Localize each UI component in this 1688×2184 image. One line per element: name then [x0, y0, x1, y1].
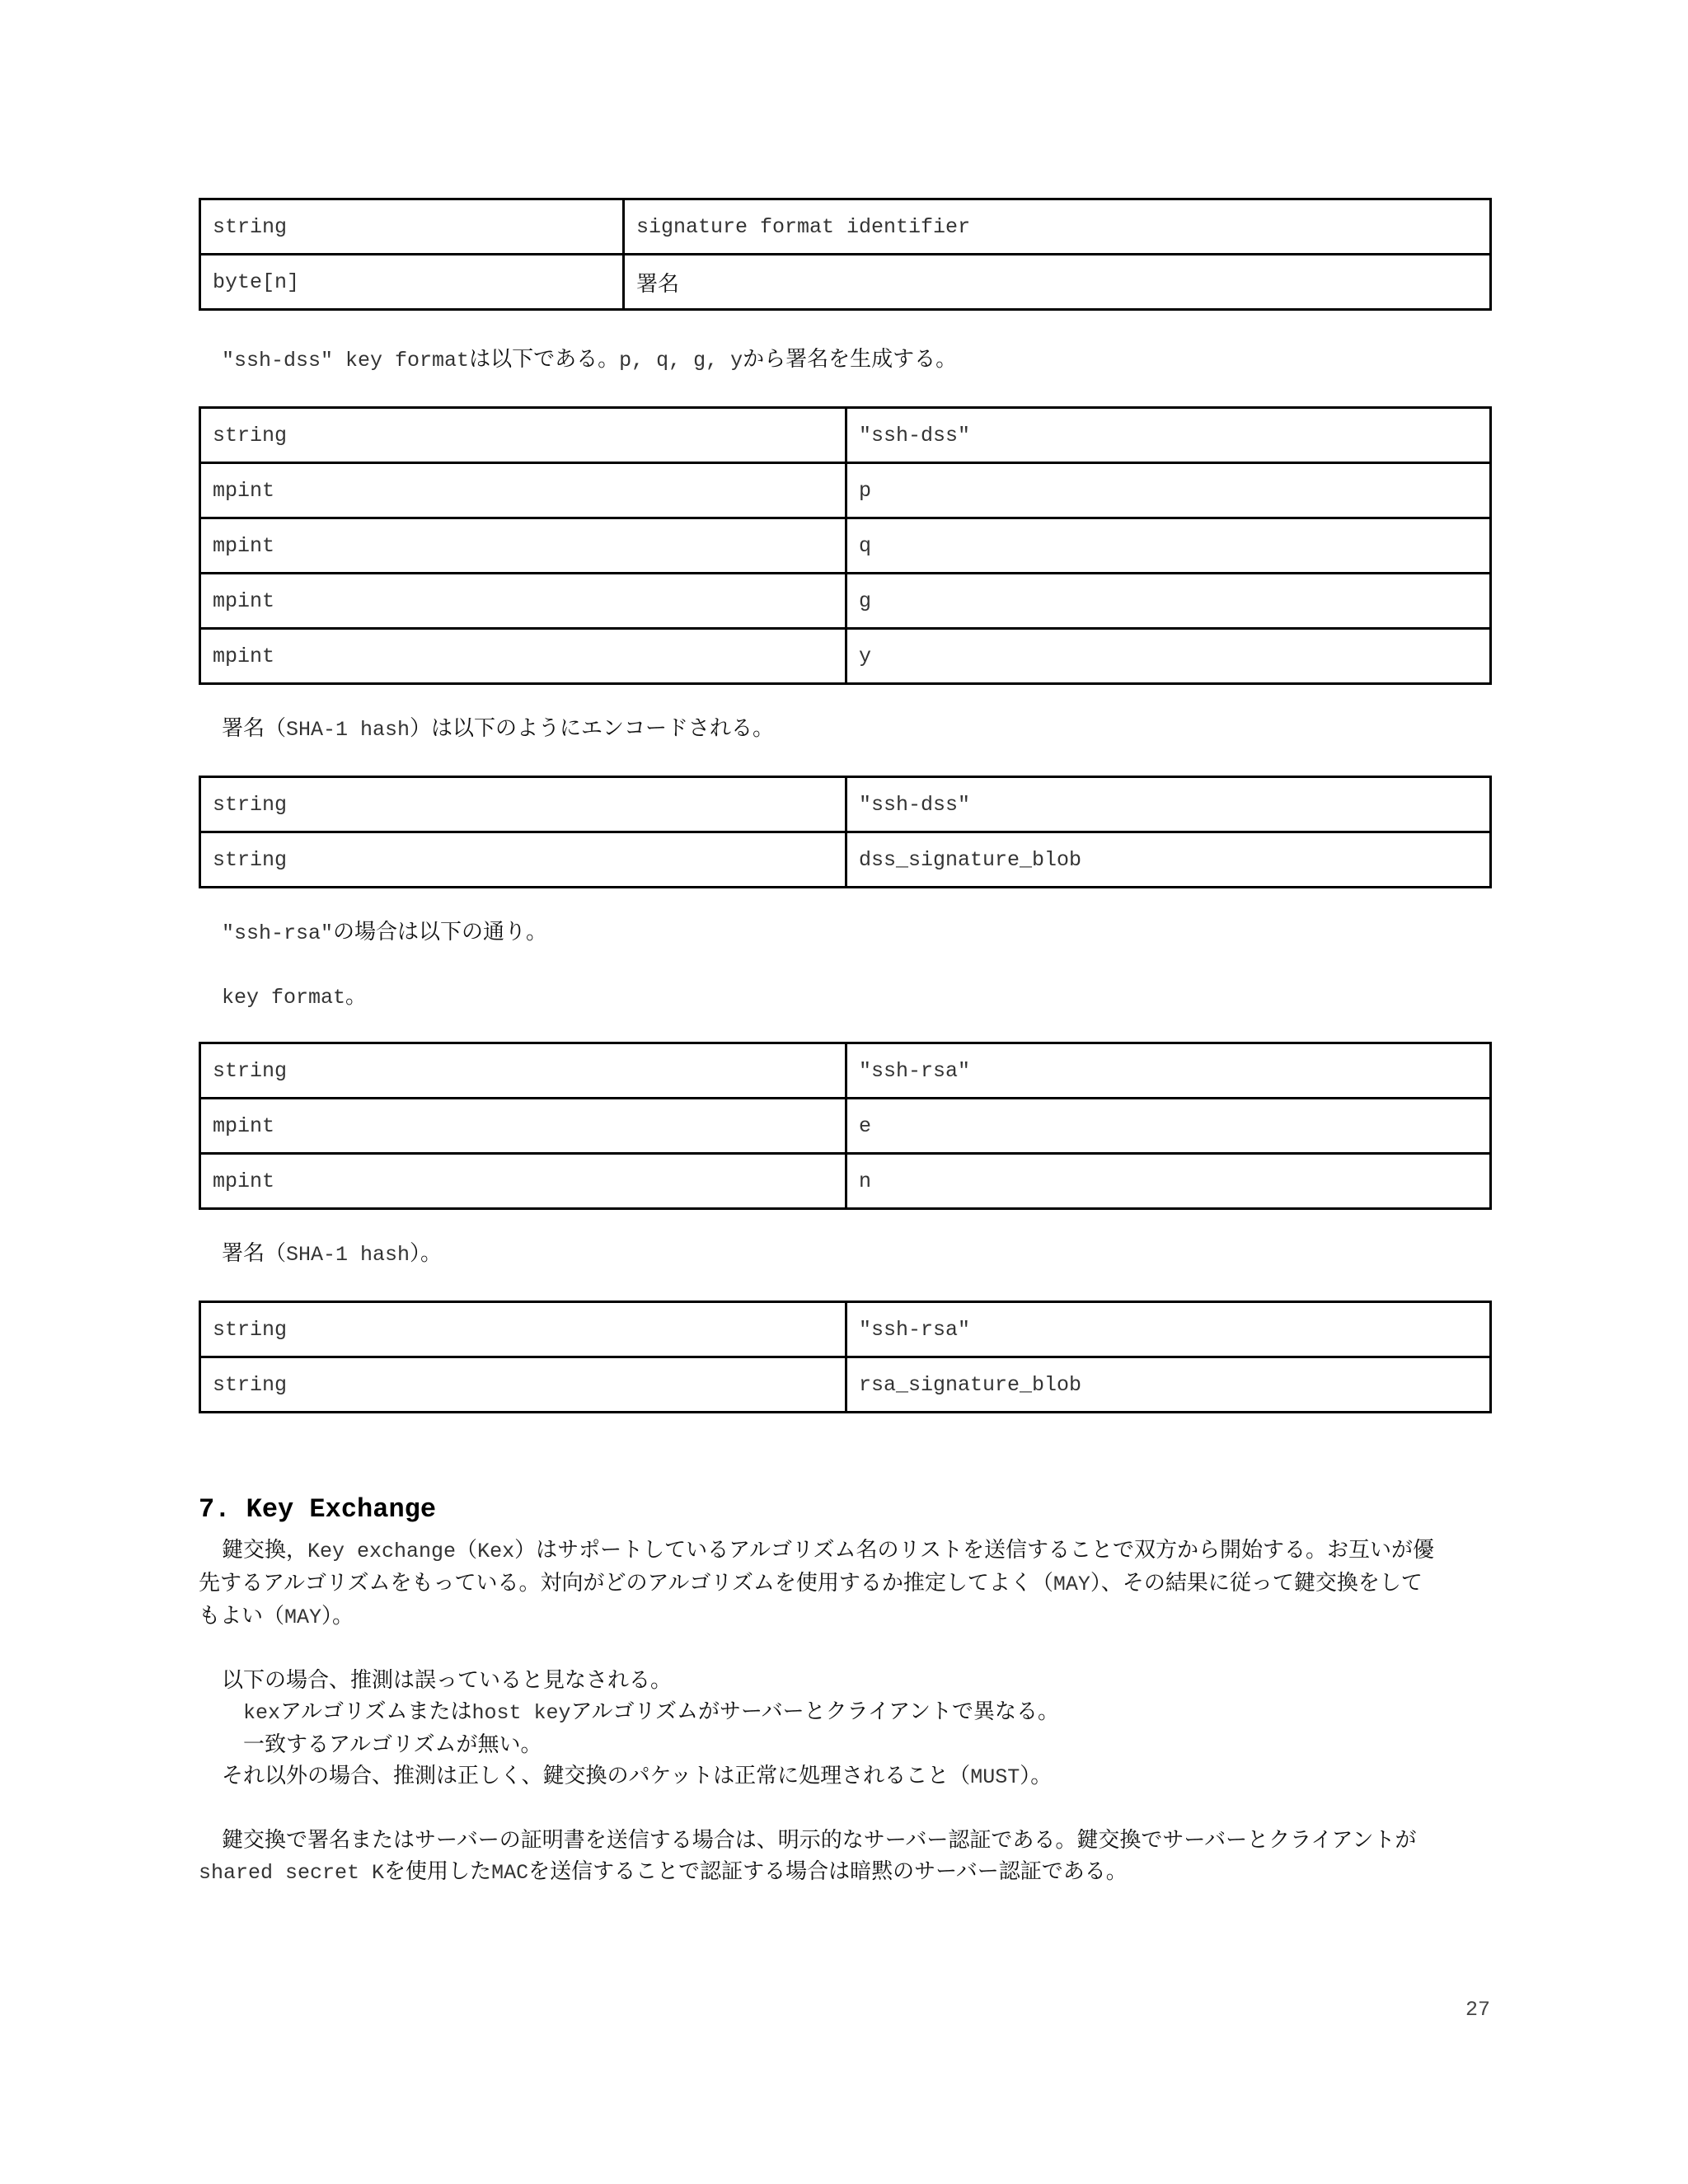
key-exchange-paragraph: 鍵交換，Key exchange（Kex）はサポートしているアルゴリズム名のリストを送信することで双方から開始する。お互いが優: [222, 1538, 1434, 1563]
table-cell-type: string: [200, 199, 624, 255]
table-row: [200, 1357, 1491, 1413]
table-cell-type: mpint: [200, 518, 846, 574]
table-cell-desc: y: [846, 629, 1491, 684]
table-row: [200, 1154, 1491, 1209]
table-row: [200, 408, 1491, 463]
table-cell-type: string: [200, 1043, 846, 1099]
table-cell-type: mpint: [200, 574, 846, 629]
guess-condition-2: 一致するアルゴリズムが無い。: [243, 1732, 542, 1757]
table-cell-desc: "ssh-dss": [846, 408, 1491, 463]
table-row: [200, 199, 1491, 255]
table-cell-desc: p: [846, 463, 1491, 518]
table-cell-desc: n: [846, 1154, 1491, 1209]
rsa-signature-table: [199, 1301, 1492, 1413]
table-cell-type: string: [200, 1302, 846, 1357]
table-cell-desc: dss_signature_blob: [846, 832, 1491, 888]
table-cell-type: mpint: [200, 1099, 846, 1154]
key-exchange-paragraph-line3: もよい（MAY）。: [199, 1604, 354, 1629]
server-auth-paragraph: 鍵交換で署名またはサーバーの証明書を送信する場合は、明示的なサーバー認証である。鍵交換でサーバーとクライアントが: [222, 1828, 1417, 1853]
table-cell-type: string: [200, 408, 846, 463]
table-cell-desc: e: [846, 1099, 1491, 1154]
table-row: [200, 629, 1491, 684]
table-row: [200, 518, 1491, 574]
table-cell-type: byte[n]: [200, 255, 624, 310]
table-cell-type: mpint: [200, 463, 846, 518]
ssh-dss-key-format-table: [199, 406, 1492, 685]
table-cell-desc: signature format identifier: [624, 199, 1491, 255]
table-cell-type: mpint: [200, 629, 846, 684]
signature-format-table: [199, 198, 1492, 311]
table-cell-desc: 署名: [624, 255, 1491, 310]
table-cell-desc: "ssh-dss": [846, 777, 1491, 832]
table-row: [200, 1043, 1491, 1099]
table-row: [200, 777, 1491, 832]
server-auth-paragraph-line2: shared secret Kを使用したMACを送信することで認証する場合は暗黙のサーバー認証である。: [199, 1859, 1128, 1885]
table-cell-desc: "ssh-rsa": [846, 1043, 1491, 1099]
page-content: [199, 198, 1489, 1889]
ssh-rsa-paragraph: "ssh-rsa"の場合は以下の通り。: [222, 920, 548, 945]
table-cell-type: string: [200, 832, 846, 888]
key-format-paragraph: key format。: [222, 984, 368, 1010]
ssh-dss-key-format-paragraph: "ssh-dss" key formatは以下である。p, q, g, yから署名を生成する。: [222, 347, 958, 373]
page-number: 27: [1465, 1998, 1490, 2022]
guess-wrong-line: 以下の場合、推測は誤っていると見なされる。: [222, 1668, 673, 1693]
table-row: [200, 255, 1491, 310]
table-cell-desc: g: [846, 574, 1491, 629]
table-row: [200, 574, 1491, 629]
table-cell-type: mpint: [200, 1154, 846, 1209]
table-row: [200, 1099, 1491, 1154]
table-cell-desc: rsa_signature_blob: [846, 1357, 1491, 1413]
key-exchange-paragraph-line2: 先するアルゴリズムをもっている。対向がどのアルゴリズムを使用するか推定してよく（MAY）、その結果に従って鍵交換をして: [199, 1571, 1423, 1596]
table-cell-type: string: [200, 777, 846, 832]
ssh-rsa-key-format-table: [199, 1042, 1492, 1210]
table-row: [200, 1302, 1491, 1357]
table-row: [200, 463, 1491, 518]
rsa-signature-paragraph: 署名（SHA-1 hash）。: [222, 1241, 443, 1267]
section-heading: 7. Key Exchange: [199, 1494, 437, 1525]
table-cell-desc: "ssh-rsa": [846, 1302, 1491, 1357]
guess-correct-line: それ以外の場合、推測は正しく、鍵交換のパケットは正常に処理されること（MUST）。: [222, 1764, 1053, 1789]
table-cell-desc: q: [846, 518, 1491, 574]
dss-signature-paragraph: 署名（SHA-1 hash）は以下のようにエンコードされる。: [222, 716, 775, 742]
table-cell-type: string: [200, 1357, 846, 1413]
table-row: [200, 832, 1491, 888]
guess-condition-1: kexアルゴリズムまたはhost keyアルゴリズムがサーバーとクライアントで異なる。: [243, 1699, 1060, 1725]
dss-signature-table: [199, 776, 1492, 888]
